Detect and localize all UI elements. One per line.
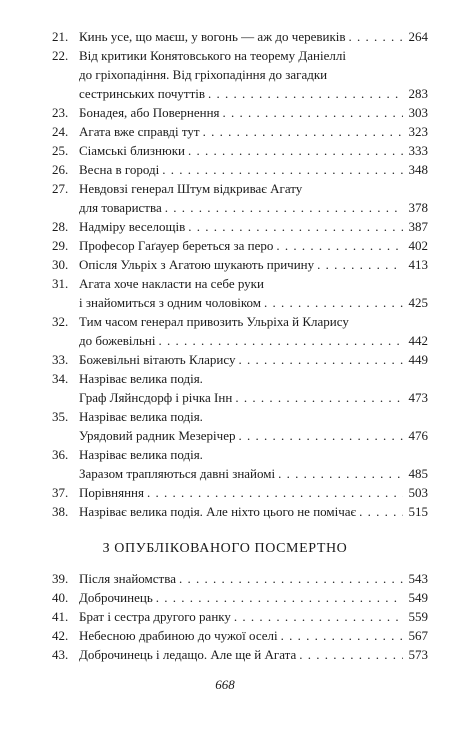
toc-entry bbox=[52, 236, 428, 255]
dot-leader bbox=[238, 426, 403, 445]
entry-number: 38. bbox=[52, 504, 69, 519]
toc-entry bbox=[52, 255, 428, 274]
entry-title-line: Доброчинець і ледащо. Але ще й Агата bbox=[79, 647, 297, 662]
page-number: 668 bbox=[215, 677, 235, 692]
entry-title-line: Порівняння bbox=[79, 485, 144, 500]
entry-page: 515 bbox=[408, 504, 428, 519]
entry-title-line: Надміру веселощів bbox=[79, 219, 186, 234]
entry-title-line: Кинь усе, що маєш, у вогонь — аж до черевиків bbox=[79, 29, 346, 44]
entry-title-line: Божевільні вітають Кларису bbox=[79, 352, 236, 367]
entry-page: 473 bbox=[408, 390, 428, 405]
entry-page: 559 bbox=[408, 609, 428, 624]
entry-page: 348 bbox=[408, 162, 428, 177]
entry-page: 543 bbox=[408, 571, 428, 586]
toc-entry bbox=[52, 607, 428, 626]
entry-page: 323 bbox=[408, 124, 428, 139]
dot-leader bbox=[264, 293, 403, 312]
dot-leader bbox=[179, 569, 403, 588]
entry-page: 378 bbox=[408, 200, 428, 215]
dot-leader bbox=[317, 255, 403, 274]
dot-leader bbox=[156, 588, 403, 607]
toc-entry bbox=[52, 122, 428, 141]
entry-number: 40. bbox=[52, 590, 69, 605]
dot-leader bbox=[276, 236, 403, 255]
dot-leader bbox=[299, 645, 403, 664]
toc-entry bbox=[52, 626, 428, 645]
entry-number: 24. bbox=[52, 124, 69, 139]
entry-page: 413 bbox=[408, 257, 428, 272]
entry-title-line: Сіамські близнюки bbox=[79, 143, 185, 158]
entry-title-line: Бонадея, або Повернення bbox=[79, 105, 220, 120]
dot-leader bbox=[238, 350, 403, 369]
dot-leader bbox=[158, 331, 403, 350]
entry-page: 442 bbox=[408, 333, 428, 348]
dot-leader bbox=[281, 626, 403, 645]
dot-leader bbox=[359, 502, 403, 521]
dot-leader bbox=[208, 84, 403, 103]
dot-leader bbox=[188, 141, 403, 160]
entry-title-line: до гріхопадіння. Від гріхопадіння до загадки bbox=[79, 67, 328, 82]
entry-page: 264 bbox=[408, 29, 428, 44]
entry-page: 283 bbox=[408, 86, 428, 101]
dot-leader bbox=[278, 464, 403, 483]
entry-page: 503 bbox=[408, 485, 428, 500]
dot-leader bbox=[147, 483, 403, 502]
dot-leader bbox=[188, 217, 403, 236]
entry-number: 22. bbox=[52, 48, 69, 63]
entry-number: 26. bbox=[52, 162, 69, 177]
toc-entry bbox=[52, 369, 428, 407]
entry-number: 36. bbox=[52, 447, 69, 462]
entry-title-line: Граф Ляйнсдорф і річка Інн bbox=[79, 390, 233, 405]
entry-title-line: Небесною драбиною до чужої оселі bbox=[79, 628, 278, 643]
entry-title-line: до божевільні bbox=[79, 333, 156, 348]
entry-number: 32. bbox=[52, 314, 69, 329]
toc-entry bbox=[52, 588, 428, 607]
entry-title-line: Тим часом генерал привозить Ульріха й Кларису bbox=[79, 314, 349, 329]
entry-number: 42. bbox=[52, 628, 69, 643]
entry-title-line: Після знайомства bbox=[79, 571, 176, 586]
toc-entry bbox=[52, 445, 428, 483]
entry-title-line: Назріває велика подія. Але ніхто цього не помічає bbox=[79, 504, 357, 519]
entry-title-line: Доброчинець bbox=[79, 590, 153, 605]
entry-number: 34. bbox=[52, 371, 69, 386]
dot-leader bbox=[235, 388, 403, 407]
entry-number: 39. bbox=[52, 571, 69, 586]
entry-page: 449 bbox=[408, 352, 428, 367]
entry-title-line: Назріває велика подія. bbox=[79, 371, 203, 386]
entry-title-line: сестринських почуттів bbox=[79, 86, 206, 101]
dot-leader bbox=[234, 607, 403, 626]
section-heading: З ОПУБЛІКОВАНОГО ПОСМЕРТНО bbox=[102, 541, 348, 556]
toc-entry bbox=[52, 103, 428, 122]
toc-entry bbox=[52, 274, 428, 312]
entry-number: 28. bbox=[52, 219, 69, 234]
toc-entry bbox=[52, 407, 428, 445]
entry-title-line: Агата вже справді тут bbox=[79, 124, 200, 139]
dot-leader bbox=[203, 122, 403, 141]
entry-title-line: Брат і сестра другого ранку bbox=[79, 609, 231, 624]
entry-number: 41. bbox=[52, 609, 69, 624]
entry-number: 35. bbox=[52, 409, 69, 424]
entry-title-line: Заразом трапляються давні знайомі bbox=[79, 466, 276, 481]
entry-page: 387 bbox=[408, 219, 428, 234]
entry-title-line: Опісля Ульріх з Агатою шукають причину bbox=[79, 257, 315, 272]
entry-title-line: Назріває велика подія. bbox=[79, 409, 203, 424]
entry-page: 333 bbox=[408, 143, 428, 158]
entry-title-line: Від критики Конятовського на теорему Даніеллі bbox=[79, 48, 346, 63]
entry-page: 303 bbox=[408, 105, 428, 120]
toc-entry bbox=[52, 312, 428, 350]
toc-entry bbox=[52, 141, 428, 160]
toc-entry bbox=[52, 179, 428, 217]
entry-number: 27. bbox=[52, 181, 69, 196]
entry-page: 567 bbox=[408, 628, 428, 643]
entry-number: 43. bbox=[52, 647, 69, 662]
dot-leader bbox=[162, 160, 403, 179]
entry-title-line: Агата хоче накласти на себе руки bbox=[79, 276, 264, 291]
toc-entry bbox=[52, 160, 428, 179]
entry-number: 37. bbox=[52, 485, 69, 500]
toc-entry bbox=[52, 483, 428, 502]
entry-number: 31. bbox=[52, 276, 69, 291]
toc-entry bbox=[52, 350, 428, 369]
toc-entry bbox=[52, 27, 428, 46]
toc-entry bbox=[52, 46, 428, 103]
entry-title-line: Професор Гаґауер береться за перо bbox=[79, 238, 274, 253]
toc-entry bbox=[52, 217, 428, 236]
entry-number: 21. bbox=[52, 29, 69, 44]
entry-page: 402 bbox=[408, 238, 428, 253]
entry-number: 33. bbox=[52, 352, 69, 367]
toc-entry bbox=[52, 502, 428, 521]
entry-number: 29. bbox=[52, 238, 69, 253]
entry-number: 30. bbox=[52, 257, 69, 272]
toc-entry bbox=[52, 645, 428, 664]
entry-title-line: Невдовзі генерал Штум відкриває Агату bbox=[79, 181, 303, 196]
dot-leader bbox=[349, 27, 403, 46]
entry-title-line: Весна в городі bbox=[79, 162, 160, 177]
entry-page: 549 bbox=[408, 590, 428, 605]
entry-page: 485 bbox=[408, 466, 428, 481]
entry-title-line: Урядовий радник Мезерічер bbox=[79, 428, 236, 443]
dot-leader bbox=[165, 198, 403, 217]
entry-page: 573 bbox=[408, 647, 428, 662]
entry-title-line: Назріває велика подія. bbox=[79, 447, 203, 462]
dot-leader bbox=[223, 103, 403, 122]
entry-number: 25. bbox=[52, 143, 69, 158]
entry-page: 476 bbox=[408, 428, 428, 443]
entry-number: 23. bbox=[52, 105, 69, 120]
entry-title-line: і знайомиться з одним чоловіком bbox=[79, 295, 261, 310]
toc-entry bbox=[52, 569, 428, 588]
entry-page: 425 bbox=[408, 295, 428, 310]
entry-title-line: для товариства bbox=[79, 200, 162, 215]
